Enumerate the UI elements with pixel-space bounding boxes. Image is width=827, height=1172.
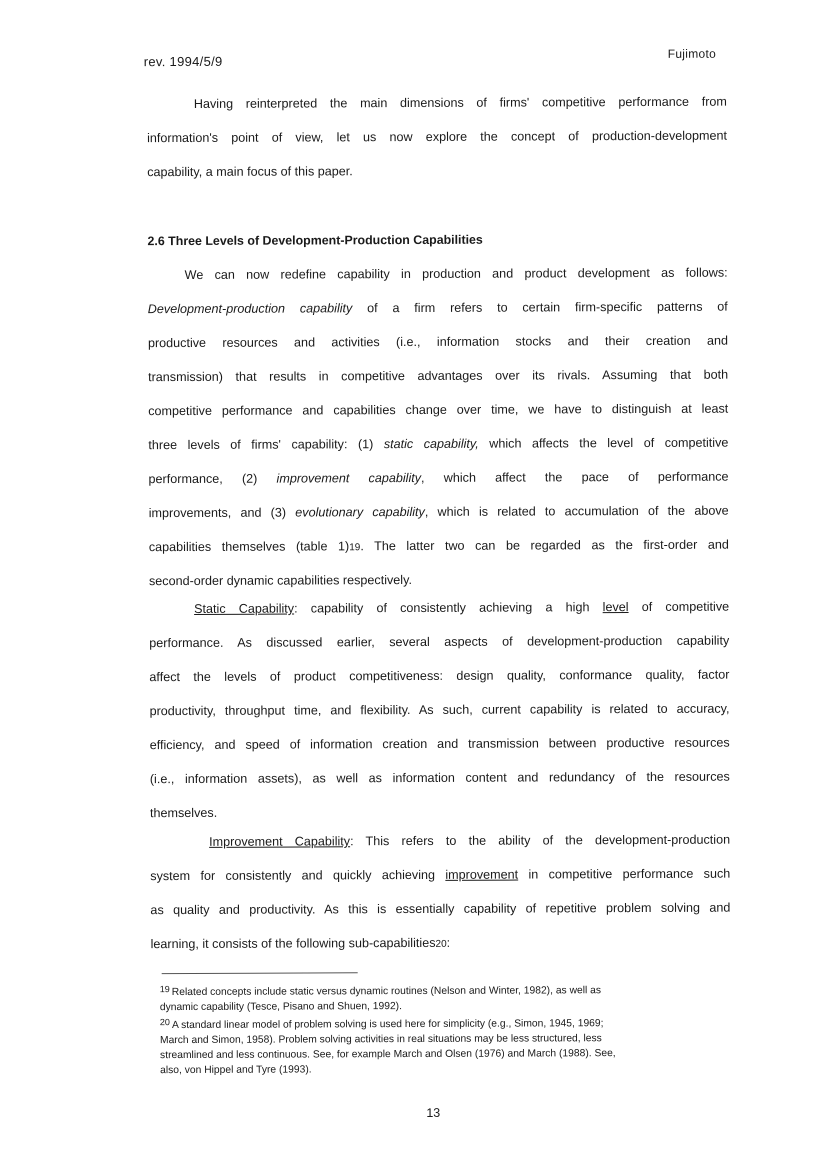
footnote-line: March and Simon, 1958). Problem solving activities in real situations may be less structured, less (159, 1033, 602, 1047)
text-line (149, 590, 729, 627)
text-line: performance. As discussed earlier, several aspects of development-production capability (149, 633, 730, 651)
text-line (150, 857, 730, 894)
text-line (148, 426, 728, 463)
section-heading: 2.6 Three Levels of Development-Production Capabilities (147, 232, 483, 249)
text-span: three levels of firms' capability: (1) (148, 437, 384, 453)
text-span: : capability of consistently achieving a high (294, 600, 603, 616)
text-line: Having reinterpreted the main dimensions of firms' competitive performance from (193, 94, 727, 111)
emphasis: improvement capability (276, 470, 422, 486)
text-line: as quality and productivity. As this is essentially capability of repetitive problem solving and (150, 900, 731, 918)
footnotes (160, 980, 720, 1078)
text-line: themselves. (149, 805, 218, 821)
text-line: We can now redefine capability in production and product development as follows: (184, 265, 728, 282)
revision-date: rev. 1994/5/9 (143, 53, 223, 70)
text-span: of a firm refers to certain firm-specific patterns of (352, 299, 728, 316)
text-span: : (446, 935, 451, 950)
author-name: Fujimoto (667, 46, 717, 61)
text-line: productive resources and activities (i.e., information stocks and their creation and (147, 333, 728, 351)
text-span: improvements, and (3) (148, 505, 296, 521)
footnote (160, 1013, 720, 1078)
text-line (149, 494, 729, 531)
text-span: : This refers to the ability of the development-production (350, 832, 731, 849)
text-line: competitive performance and capabilities change over time, we have to distinguish at least (148, 401, 729, 419)
footnote-number: 20 (159, 1017, 170, 1028)
emphasis: evolutionary capability (295, 504, 425, 520)
text-line: transmission) that results in competitive advantages over its rivals. Assuming that both (148, 367, 729, 385)
footnote-ref: 19 (349, 542, 361, 554)
text-line: (i.e., information assets), as well as information content and redundancy of the resources (149, 769, 730, 787)
static-capability-paragraph (149, 590, 730, 831)
emphasis: static capability, (383, 436, 479, 452)
text-line (148, 460, 728, 497)
footnote-ref: 20 (435, 938, 447, 950)
text-span: in competitive performance such (518, 866, 731, 882)
text-span: of competitive (628, 599, 730, 615)
footnote-number: 19 (159, 984, 170, 995)
footnote-line: streamlined and less continuous. See, for example March and Olsen (1976) and March (1988). See, (160, 1048, 616, 1062)
footnote-line: dynamic capability (Tesce, Pisano and Shuen, 1992). (159, 1001, 402, 1014)
text-span: system for consistently and quickly achieving (150, 867, 446, 884)
text-span: capabilities themselves (table 1) (148, 539, 350, 555)
footnote (160, 980, 720, 1015)
footnote-line: also, von Hippel and Tyre (1993). (160, 1064, 312, 1077)
text-span: A standard linear model of problem solving is used here for simplicity (e.g., Simon, 1945, 1969; (171, 1018, 604, 1032)
text-line: information's point of view, let us now explore the concept of production-development (147, 128, 728, 146)
capabilities-paragraph (148, 256, 729, 599)
text-line (150, 925, 730, 962)
text-span: learning, it consists of the following sub-capabilities (150, 935, 436, 952)
footnote-separator (162, 972, 358, 974)
text-span: performance, (2) (148, 471, 277, 487)
text-span: which affects the level of competitive (478, 435, 729, 451)
text-span: Related concepts include static versus dynamic routines (Nelson and Winter, 1982), as well as (171, 985, 602, 999)
emphasis-improvement: improvement (445, 867, 519, 882)
term-static-capability: Static Capability (194, 601, 295, 616)
text-line: affect the levels of product competitiveness: design quality, conformance quality, factor (149, 667, 730, 685)
improvement-capability-paragraph (150, 823, 731, 962)
text-line (150, 823, 730, 860)
text-span: , which is related to accumulation of the above (424, 503, 729, 519)
text-line: productivity, throughput time, and flexibility. As such, current capability is related to accuracy, (149, 701, 730, 719)
page-number: 13 (426, 1105, 441, 1120)
text-line: second-order dynamic capabilities respectively. (148, 573, 412, 589)
text-line: capability, a main focus of this paper. (147, 164, 353, 180)
text-line (149, 528, 729, 565)
text-line (148, 290, 728, 327)
emphasis-level: level (602, 600, 629, 615)
term-improvement-capability: Improvement Capability (209, 834, 351, 849)
text-line: efficiency, and speed of information creation and transmission between productive resources (149, 735, 730, 753)
emphasis: Development-production capability (147, 301, 353, 317)
intro-paragraph (147, 85, 727, 190)
text-span: , which affect the pace of performance (421, 469, 729, 485)
text-span: . The latter two can be regarded as the first-order and (360, 537, 729, 554)
